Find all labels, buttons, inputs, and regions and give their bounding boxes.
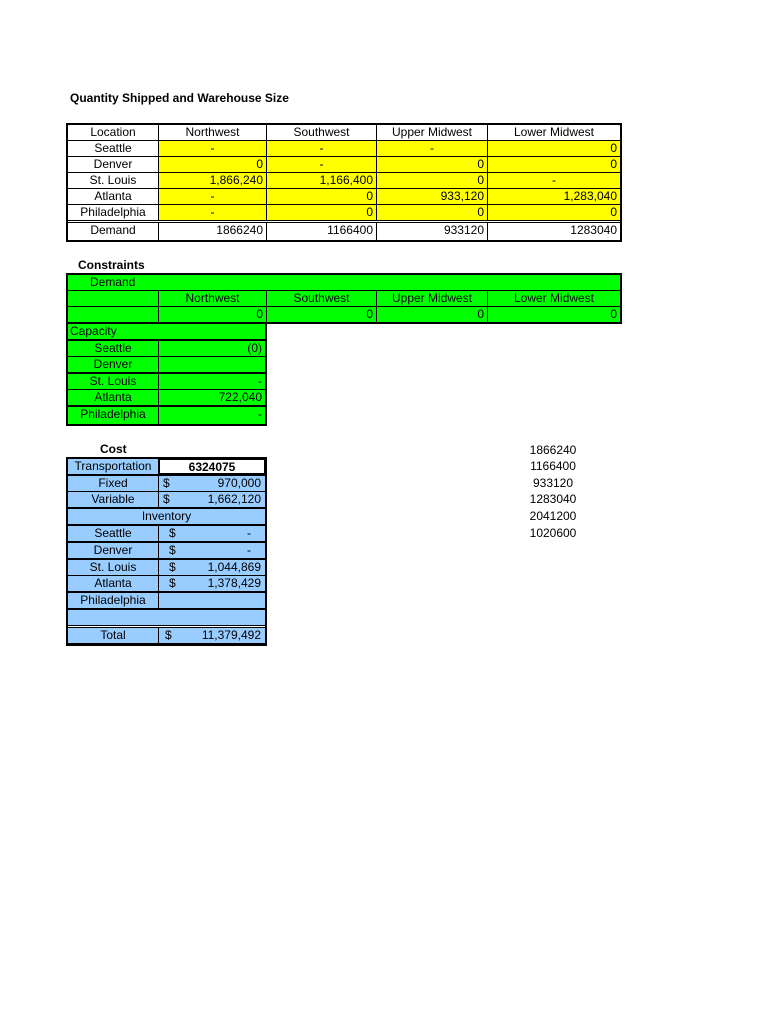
cost-value-transportation[interactable]: 6324075: [158, 458, 266, 475]
inventory-denver-currency: $: [169, 543, 176, 557]
header-lower-midwest[interactable]: Lower Midwest: [487, 124, 621, 141]
demand-upper-midwest[interactable]: 933120: [376, 222, 488, 241]
side-value[interactable]: 1283040: [529, 492, 577, 506]
constraints-demand-lower-midwest[interactable]: 0: [487, 306, 621, 323]
cost-variable-currency: $: [163, 492, 170, 506]
constraints-demand-northwest[interactable]: 0: [158, 306, 267, 323]
inventory-value-atlanta[interactable]: [158, 575, 266, 592]
capacity-value-atlanta[interactable]: 722,040: [158, 389, 266, 406]
capacity-value-philadelphia[interactable]: -: [158, 406, 266, 425]
cost-fixed-currency: $: [163, 476, 170, 490]
cell-st-louis-upper-midwest[interactable]: 0: [376, 172, 488, 189]
cost-fixed-amount: 970,000: [217, 476, 261, 490]
cost-label-variable[interactable]: Variable: [67, 491, 159, 508]
shipping-title: Quantity Shipped and Warehouse Size: [70, 91, 289, 105]
cell-st-louis-southwest[interactable]: 1,166,400: [266, 172, 377, 189]
side-value[interactable]: 933120: [532, 476, 574, 490]
inventory-label-atlanta[interactable]: Atlanta: [67, 575, 159, 592]
cell-seattle-northwest[interactable]: -: [158, 140, 267, 157]
cost-blank-row[interactable]: [67, 609, 266, 626]
cell-seattle-upper-midwest[interactable]: -: [376, 140, 488, 157]
capacity-label-seattle[interactable]: Seattle: [67, 340, 159, 357]
capacity-label-denver[interactable]: Denver: [67, 356, 159, 373]
capacity-value-denver[interactable]: [158, 356, 266, 373]
side-value[interactable]: 1166400: [530, 459, 576, 473]
cost-label-inventory[interactable]: Inventory: [67, 508, 266, 525]
cost-value-variable[interactable]: [158, 491, 266, 508]
row-label-philadelphia[interactable]: Philadelphia: [67, 204, 159, 221]
inventory-seattle-currency: $: [169, 526, 176, 540]
inventory-st-louis-currency: $: [169, 560, 176, 574]
inventory-value-st-louis[interactable]: [158, 559, 266, 576]
cost-label-transportation[interactable]: Transportation: [67, 458, 159, 475]
inventory-denver-amount: -: [247, 543, 251, 557]
inventory-label-st-louis[interactable]: St. Louis: [67, 559, 159, 576]
row-label-denver[interactable]: Denver: [67, 156, 159, 173]
demand-lower-midwest[interactable]: 1283040: [487, 222, 621, 241]
cell-atlanta-southwest[interactable]: 0: [266, 188, 377, 205]
cell-atlanta-upper-midwest[interactable]: 933,120: [376, 188, 488, 205]
cell-st-louis-northwest[interactable]: 1,866,240: [158, 172, 267, 189]
cost-title: Cost: [100, 442, 127, 456]
cell-philadelphia-southwest[interactable]: 0: [266, 204, 377, 221]
header-southwest[interactable]: Southwest: [266, 124, 377, 141]
constraints-demand-upper-midwest[interactable]: 0: [376, 306, 488, 323]
side-value[interactable]: 2041200: [529, 509, 577, 523]
cost-value-fixed[interactable]: [158, 475, 266, 492]
side-value[interactable]: 1020600: [529, 526, 577, 540]
cell-philadelphia-lower-midwest[interactable]: 0: [487, 204, 621, 221]
cell-denver-northwest[interactable]: 0: [158, 156, 267, 173]
constraints-header-upper-midwest[interactable]: Upper Midwest: [376, 290, 488, 307]
cost-total-currency: $: [165, 628, 172, 642]
cell-atlanta-lower-midwest[interactable]: 1,283,040: [487, 188, 621, 205]
inventory-st-louis-amount: 1,044,869: [207, 560, 261, 574]
inventory-atlanta-currency: $: [169, 576, 176, 590]
cell-atlanta-northwest[interactable]: -: [158, 188, 267, 205]
constraints-title: Constraints: [78, 258, 145, 272]
constraints-blank-cell-2[interactable]: [67, 306, 159, 323]
inventory-value-denver[interactable]: [158, 542, 266, 559]
inventory-value-philadelphia[interactable]: [158, 592, 266, 609]
cost-variable-amount: 1,662,120: [207, 492, 261, 506]
constraints-blank-cell[interactable]: [67, 290, 159, 307]
constraints-header-northwest[interactable]: Northwest: [158, 290, 267, 307]
cell-philadelphia-northwest[interactable]: -: [158, 204, 267, 221]
header-northwest[interactable]: Northwest: [158, 124, 267, 141]
cell-denver-southwest[interactable]: -: [266, 156, 377, 173]
cell-denver-lower-midwest[interactable]: 0: [487, 156, 621, 173]
capacity-label[interactable]: Capacity: [67, 323, 266, 340]
constraints-header-southwest[interactable]: Southwest: [266, 290, 377, 307]
cost-total-amount: 11,379,492: [201, 628, 261, 642]
row-label-seattle[interactable]: Seattle: [67, 140, 159, 157]
capacity-value-seattle[interactable]: (0): [158, 340, 266, 357]
header-location[interactable]: Location: [67, 124, 159, 141]
inventory-value-seattle[interactable]: [158, 525, 266, 542]
cost-value-total[interactable]: [158, 627, 266, 644]
inventory-atlanta-amount: 1,378,429: [207, 576, 261, 590]
constraints-demand-label[interactable]: Demand: [67, 274, 621, 291]
capacity-value-st-louis[interactable]: -: [158, 373, 266, 390]
constraints-demand-southwest[interactable]: 0: [266, 306, 377, 323]
row-label-demand[interactable]: Demand: [67, 222, 159, 241]
capacity-label-st-louis[interactable]: St. Louis: [67, 373, 159, 390]
cell-denver-upper-midwest[interactable]: 0: [376, 156, 488, 173]
row-label-st-louis[interactable]: St. Louis: [67, 172, 159, 189]
inventory-label-seattle[interactable]: Seattle: [67, 525, 159, 542]
inventory-seattle-amount: -: [247, 526, 251, 540]
cell-seattle-lower-midwest[interactable]: 0: [487, 140, 621, 157]
demand-northwest[interactable]: 1866240: [158, 222, 267, 241]
capacity-label-philadelphia[interactable]: Philadelphia: [67, 406, 159, 425]
demand-southwest[interactable]: 1166400: [266, 222, 377, 241]
inventory-label-philadelphia[interactable]: Philadelphia: [67, 592, 159, 609]
row-label-atlanta[interactable]: Atlanta: [67, 188, 159, 205]
cell-seattle-southwest[interactable]: -: [266, 140, 377, 157]
cell-st-louis-lower-midwest[interactable]: -: [487, 172, 621, 189]
cost-label-total[interactable]: Total: [67, 627, 159, 644]
capacity-label-atlanta[interactable]: Atlanta: [67, 389, 159, 406]
cost-label-fixed[interactable]: Fixed: [67, 475, 159, 492]
header-upper-midwest[interactable]: Upper Midwest: [376, 124, 488, 141]
side-value[interactable]: 1866240: [529, 443, 577, 457]
inventory-label-denver[interactable]: Denver: [67, 542, 159, 559]
constraints-header-lower-midwest[interactable]: Lower Midwest: [487, 290, 621, 307]
cell-philadelphia-upper-midwest[interactable]: 0: [376, 204, 488, 221]
